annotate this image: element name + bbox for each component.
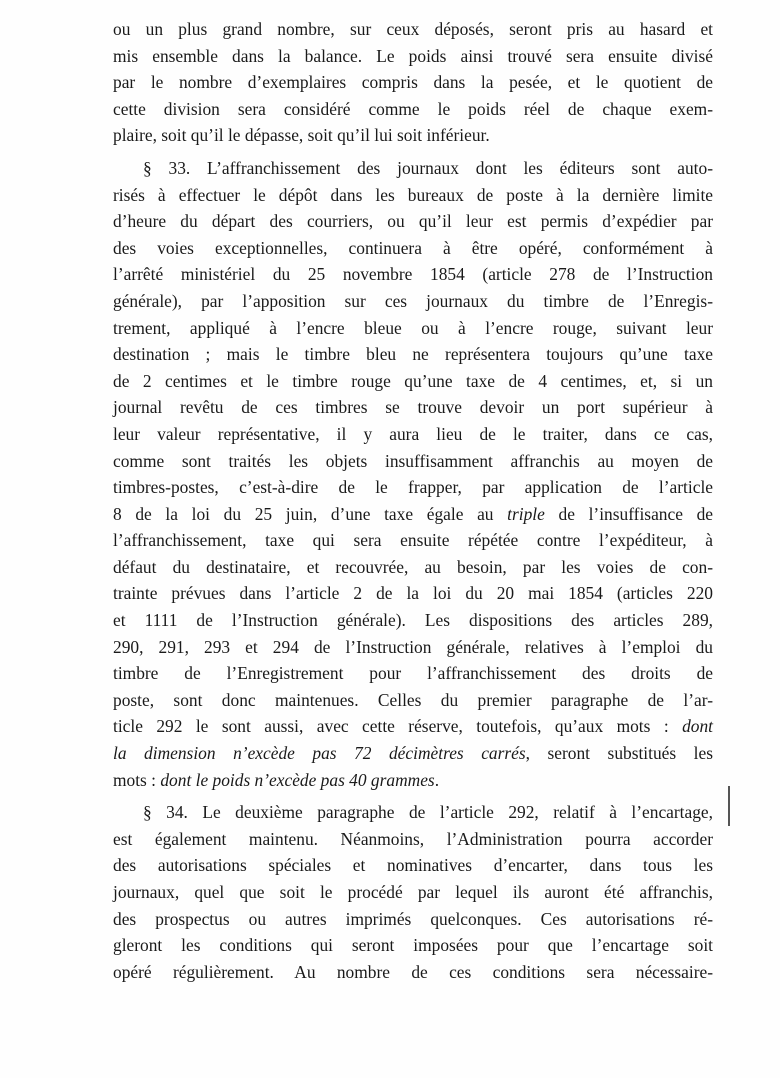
text-line [113,767,713,794]
text-segment: gleront les conditions qui seront imposées pour que l’encartage soit [113,935,713,956]
text-segment: générale), par l’apposition sur ces journaux du timbre de l’Enregis- [113,290,713,311]
text-line [113,501,713,528]
text-segment: 290, 291, 293 et 294 de l’Instruction générale, relatives à l’emploi du [113,636,713,657]
text-segment: destination ; mais le timbre bleu ne représentera toujours qu’une taxe [113,344,713,365]
paragraph-p-33 [113,155,713,793]
body-text [113,16,713,985]
text-line [113,315,713,342]
margin-mark [728,786,730,826]
text-segment: trement, appliqué à l’encre bleue ou à l’encre rouge, suivant leur [113,317,713,338]
paragraph-p-34 [113,799,713,985]
text-line [113,959,713,986]
text-segment: plaire, soit qu’il le dépasse, soit qu’il lui soit inférieur. [113,125,490,146]
text-segment: d’heure du départ des courriers, ou qu’il leur est permis d’expédier par [113,211,713,232]
text-segment: risés à effectuer le dépôt dans les bureaux de poste à la dernière limite [113,184,713,205]
text-line [113,69,713,96]
italic-text: dont [682,716,713,737]
text-segment: opéré régulièrement. Au nombre de ces conditions sera nécessaire- [113,961,713,982]
text-segment: § 33. L’affranchissement des journaux dont les éditeurs sont auto- [143,157,713,178]
text-line [113,155,713,182]
text-line [113,208,713,235]
text-line [113,607,713,634]
text-segment: ticle 292 le sont aussi, avec cette réserve, toutefois, qu’aux mots : [113,716,683,737]
paragraph-p-continuation [113,16,713,149]
text-line [113,421,713,448]
text-line [113,634,713,661]
text-line [113,235,713,262]
text-line [113,341,713,368]
text-line [113,96,713,123]
text-segment: et 1111 de l’Instruction générale). Les dispositions des articles 289, [113,610,713,631]
text-segment: l’arrêté ministériel du 25 novembre 1854 (article 278 de l’Instruction [113,264,713,285]
text-segment: 8 de la loi du 25 juin, d’une taxe égale au [113,503,508,524]
text-line [113,852,713,879]
text-segment: § 34. Le deuxième paragraphe de l’article 292, relatif à l’encartage, [143,802,713,823]
text-line [113,527,713,554]
text-segment: défaut du destinataire, et recouvrée, au besoin, par les voies de con- [113,556,713,577]
text-segment: comme sont traités les objets insuffisamment affranchis au moyen de [113,450,713,471]
text-segment: des voies exceptionnelles, continuera à être opéré, conformément à [113,237,713,258]
text-segment: l’affranchissement, taxe qui sera ensuite répétée contre l’expéditeur, à [113,530,713,551]
text-segment: mots : [113,769,161,790]
text-line [113,448,713,475]
text-line [113,288,713,315]
italic-text: triple [507,503,545,524]
text-line [113,932,713,959]
text-line [113,740,713,767]
text-line [113,43,713,70]
text-line [113,879,713,906]
text-segment: journal revêtu de ces timbres se trouve devoir un port supérieur à [113,397,713,418]
text-segment: de l’insuffisance de [544,503,713,524]
text-line [113,713,713,740]
text-segment: par le nombre d’exemplaires compris dans la pesée, et le quotient de [113,72,713,93]
text-line [113,580,713,607]
text-line [113,906,713,933]
text-segment: des prospectus ou autres imprimés quelconques. Ces autorisations ré- [113,908,713,929]
italic-text: dont le poids n’excède pas 40 grammes [160,769,435,790]
text-line [113,182,713,209]
text-line [113,660,713,687]
text-segment: journaux, quel que soit le procédé par lequel ils auront été affranchis, [113,882,713,902]
text-segment: timbre de l’Enregistrement pour l’affranchissement des droits de [113,663,713,684]
text-segment: . [434,769,440,790]
text-segment: trainte prévues dans l’article 2 de la loi du 20 mai 1854 (articles 220 [113,583,713,604]
text-line [113,368,713,395]
text-segment: des autorisations spéciales et nominatives d’encarter, dans tous les [113,855,713,876]
text-line [113,394,713,421]
text-line [113,826,713,853]
text-segment: de 2 centimes et le timbre rouge qu’une taxe de 4 centimes, et, si un [113,370,713,391]
text-line [113,16,713,43]
text-segment: timbres-postes, c’est-à-dire de le frapper, par application de l’article [113,477,713,498]
text-segment: , seront substitués les [525,743,713,764]
text-line [113,687,713,714]
text-line [113,554,713,581]
text-line [113,474,713,501]
italic-text: la dimension n’excède pas 72 décimètres carrés [113,743,526,764]
text-segment: poste, sont donc maintenues. Celles du premier paragraphe de l’ar- [113,689,713,710]
text-segment: mis ensemble dans la balance. Le poids ainsi trouvé sera ensuite divisé [113,45,713,66]
text-line [113,799,713,826]
text-segment: cette division sera considéré comme le poids réel de chaque exem- [113,98,713,119]
text-segment: est également maintenu. Néanmoins, l’Administration pourra accorder [113,828,713,849]
text-segment: ou un plus grand nombre, sur ceux déposés, seront pris au hasard et [113,19,713,39]
text-line [113,261,713,288]
text-line [113,122,713,149]
text-segment: leur valeur représentative, il y aura lieu de le traiter, dans ce cas, [113,423,713,444]
